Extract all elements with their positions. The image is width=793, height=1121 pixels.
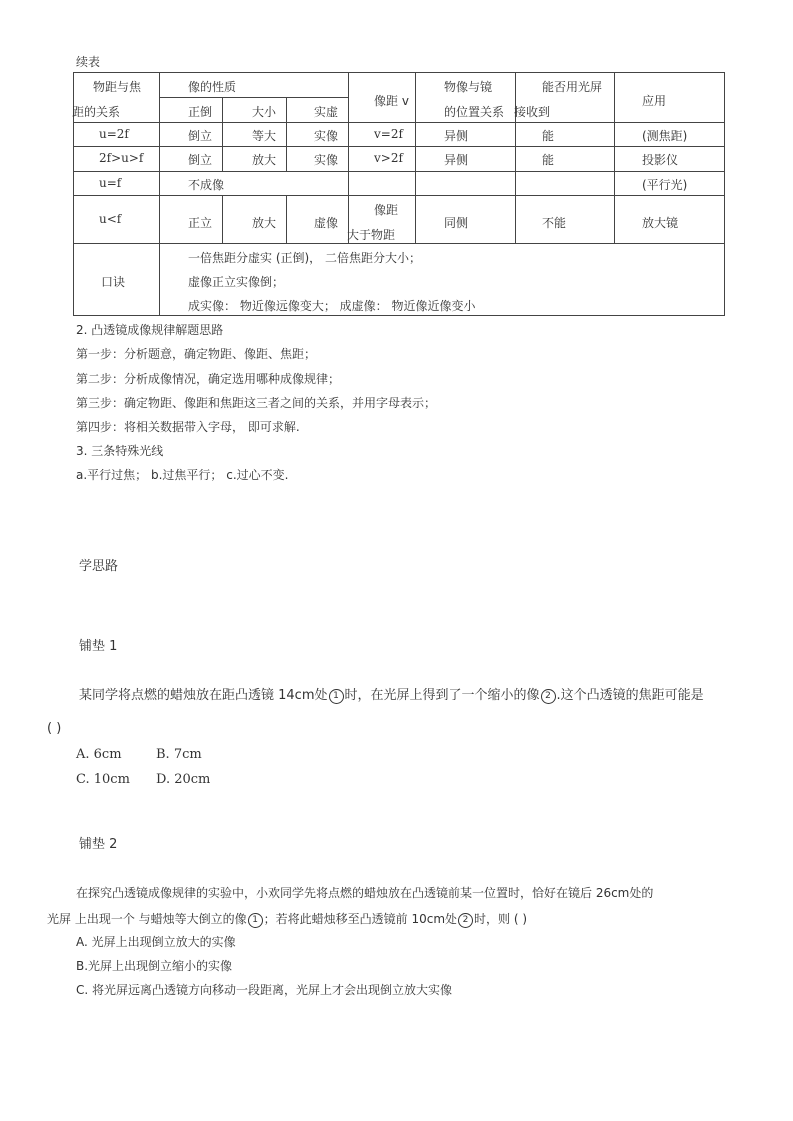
header-application: 应用 <box>642 94 667 108</box>
row2-app: 投影仪 <box>642 153 679 167</box>
row3-app: (平行光) <box>642 178 688 192</box>
section-2-title: 2. 凸透镜成像规律解题思路 <box>76 323 224 337</box>
row4-v1: 像距 <box>374 203 399 217</box>
pad-2-option-b[interactable]: B.光屏上出现倒立缩小的实像 <box>76 959 233 973</box>
row4-upright: 正立 <box>188 216 213 230</box>
header-upright: 正倒 <box>188 105 213 119</box>
row4-side: 同侧 <box>444 216 469 230</box>
step-2: 第二步：分析成像情况，确定选用哪种成像规律； <box>76 372 341 386</box>
pad-1-option-b[interactable]: B. 7cm <box>156 747 202 762</box>
row1-side: 异侧 <box>444 129 469 143</box>
pad-2-line-2a: 光屏 上出现一个 与蜡烛等大倒立的像 <box>47 912 247 926</box>
header-position-1: 物像与镜 <box>444 80 493 94</box>
circled-mark-2: 2 <box>458 913 473 928</box>
step-3: 第三步：确定物距、像距和焦距这三者之间的关系，并用字母表示； <box>76 396 437 410</box>
pad-2-title: 铺垫 2 <box>79 837 118 852</box>
pad-2-option-a[interactable]: A. 光屏上出现倒立放大的实像 <box>76 935 236 949</box>
step-1: 第一步：分析题意，确定物距、像距、焦距； <box>76 347 317 361</box>
pad-1-answer-paren: ( ) <box>47 721 62 736</box>
pad-1-option-a[interactable]: A. 6cm <box>76 747 122 762</box>
pad-1-q-part3: .这个凸透镜的焦距可能是 <box>556 688 704 703</box>
pad-1-option-c[interactable]: C. 10cm <box>76 772 130 787</box>
step-4: 第四步：将相关数据带入字母， 即可求解. <box>76 420 300 434</box>
circled-mark-2: 2 <box>541 689 556 704</box>
header-image-nature: 像的性质 <box>188 80 237 94</box>
header-distance-relation-1: 物距与焦 <box>93 80 142 94</box>
circled-mark-1: 1 <box>248 913 263 928</box>
row2-screen: 能 <box>542 153 555 167</box>
row3-relation: u=f <box>99 176 122 190</box>
pad-1-q-part1: 某同学将点燃的蜡烛放在距凸透镜 14cm处 <box>79 688 328 703</box>
row2-upright: 倒立 <box>188 153 213 167</box>
row1-upright: 倒立 <box>188 129 213 143</box>
row3-no-image: 不成像 <box>188 178 225 192</box>
pad-2-option-c[interactable]: C. 将光屏远离凸透镜方向移动一段距离，光屏上才会出现倒立放大实像 <box>76 983 453 997</box>
row4-v2: 大于物距 <box>347 228 396 242</box>
row1-real: 实像 <box>314 129 339 143</box>
header-screen-2: 接收到 <box>514 105 551 119</box>
header-position-2: 的位置关系 <box>444 105 505 119</box>
header-size: 大小 <box>252 105 277 119</box>
row1-screen: 能 <box>542 129 555 143</box>
section-3-content: a.平行过焦； b.过焦平行； c.过心不变. <box>76 468 289 482</box>
row2-v: v>2f <box>374 151 403 165</box>
row2-side: 异侧 <box>444 153 469 167</box>
row1-size: 等大 <box>252 129 277 143</box>
row4-real: 虚像 <box>314 216 339 230</box>
row1-v: v=2f <box>374 127 403 141</box>
row1-relation: u=2f <box>99 127 129 141</box>
pad-2-line-2b: ；若将此蜡烛移至凸透镜前 10cm处 <box>263 912 458 926</box>
row4-app: 放大镜 <box>642 216 679 230</box>
pad-1-question <box>79 684 704 704</box>
pad-2-line-2c: 时，则 ( ) <box>474 912 528 926</box>
row4-relation: u<f <box>99 212 122 226</box>
learn-title: 学思路 <box>79 559 119 574</box>
header-real-virtual: 实虚 <box>314 105 339 119</box>
table-caption: 续表 <box>76 55 101 69</box>
pad-1-title: 铺垫 1 <box>79 639 118 654</box>
row2-real: 实像 <box>314 153 339 167</box>
pad-1-q-part2: 时，在光屏上得到了一个缩小的像 <box>344 688 540 703</box>
header-image-distance: 像距 v <box>374 94 409 108</box>
row2-size: 放大 <box>252 153 277 167</box>
header-distance-relation-2: 距的关系 <box>72 105 121 119</box>
mnemonic-line-3: 成实像： 物近像远像变大； 成虚像： 物近像近像变小 <box>188 299 476 313</box>
row4-screen: 不能 <box>542 216 567 230</box>
circled-mark-1: 1 <box>329 689 344 704</box>
row1-app: (测焦距) <box>642 129 688 143</box>
pad-2-line-2 <box>47 910 527 928</box>
mnemonic-label: 口诀 <box>101 275 126 289</box>
header-screen-1: 能否用光屏 <box>542 80 603 94</box>
mnemonic-line-1: 一倍焦距分虚实 (正倒)， 二倍焦距分大小； <box>188 251 421 265</box>
section-3-title: 3. 三条特殊光线 <box>76 444 164 458</box>
pad-1-option-d[interactable]: D. 20cm <box>156 772 211 787</box>
mnemonic-line-2: 虚像正立实像倒； <box>188 275 285 289</box>
pad-2-line-1: 在探究凸透镜成像规律的实验中，小欢同学先将点燃的蜡烛放在凸透镜前某一位置时，恰好在镜后 26cm处的 <box>76 886 654 900</box>
row2-relation: 2f>u>f <box>99 151 144 165</box>
row4-size: 放大 <box>252 216 277 230</box>
